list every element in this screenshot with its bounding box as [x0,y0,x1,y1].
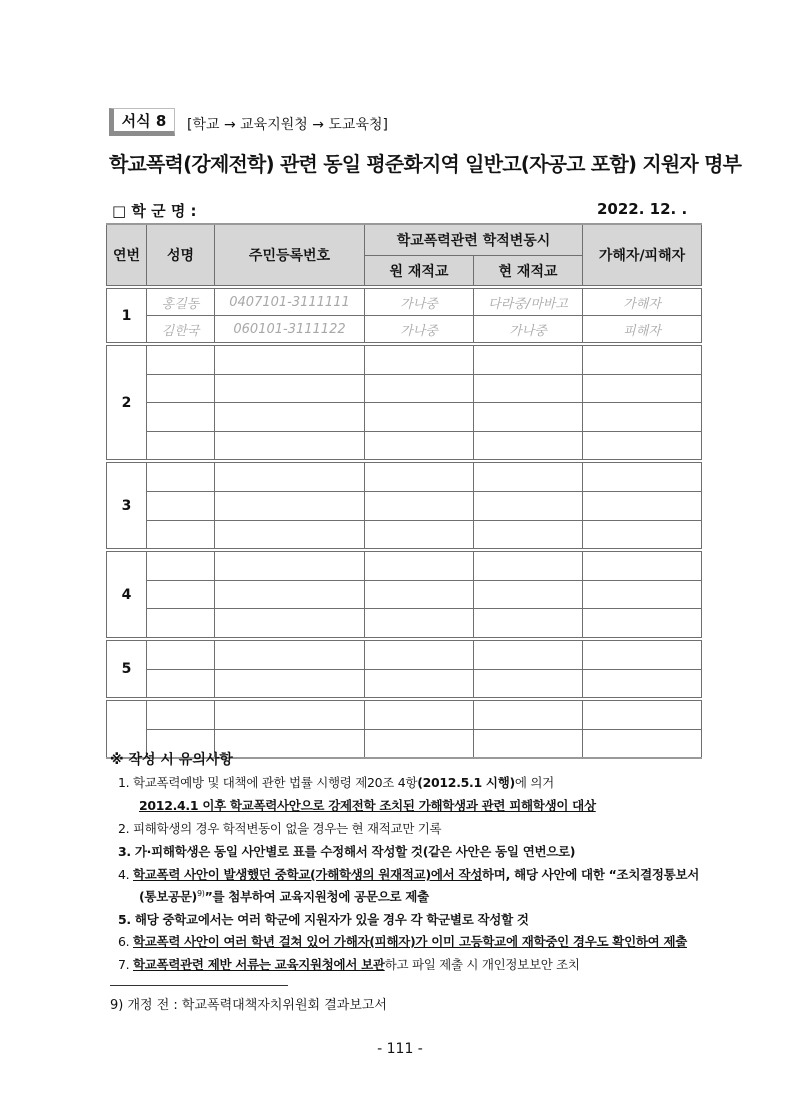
note-4-number: 4. [118,867,133,882]
table-row [107,580,702,609]
footnote-divider [110,985,288,986]
example-name: 홍길동 [147,287,215,316]
role-cell[interactable] [583,609,702,639]
original-school-cell[interactable] [365,491,474,520]
name-cell[interactable] [147,699,215,729]
table-row [107,431,702,461]
note-4-underlined: 학교폭력 사안이 발생했던 중학교(가해학생의 원재적교)에서 작성 [133,867,483,882]
current-school-cell[interactable] [474,639,583,669]
document-date: 2022. 12. . [597,200,688,218]
example-role: 피해자 [583,316,702,345]
note-1-text: 1. 학교폭력예방 및 대책에 관한 법률 시행령 제20조 4항 [118,775,418,790]
footnote-ref: 9) [196,888,205,898]
header-original-school: 원 재적교 [365,256,474,288]
current-school-cell[interactable] [474,403,583,432]
header-rrn: 주민등록번호 [215,224,365,287]
note-1-target [139,796,596,814]
original-school-cell[interactable] [365,699,474,729]
example-original-school: 가나중 [365,316,474,345]
row-number: 2 [107,344,147,461]
current-school-cell[interactable] [474,580,583,609]
note-4 [118,865,699,883]
note-4-doc: (통보공문) [139,889,197,904]
rrn-cell[interactable] [215,461,365,491]
example-current-school: 다라중/마바고 [474,287,583,316]
table-row [107,669,702,699]
note-4-text: 하며, 해당 사안에 대한 “조치결정통보서 [482,867,699,882]
role-cell[interactable] [583,550,702,580]
applicant-roster-table [106,223,702,759]
table-row [107,403,702,432]
current-school-cell[interactable] [474,609,583,639]
header-no: 연번 [107,224,147,287]
current-school-cell[interactable] [474,431,583,461]
example-rrn: 0407101-3111111 [215,287,365,316]
note-1 [118,773,554,791]
rrn-cell[interactable] [215,550,365,580]
original-school-cell[interactable] [365,639,474,669]
note-7-underlined: 학교폭력관련 제반 서류는 교육지원청에서 보관 [133,957,385,972]
example-rrn: 060101-3111122 [215,316,365,345]
header-current-school: 현 재적교 [474,256,583,288]
original-school-cell[interactable] [365,374,474,403]
rrn-cell[interactable] [215,609,365,639]
page-number: - 111 - [377,1041,423,1057]
rrn-cell[interactable] [215,669,365,699]
original-school-cell[interactable] [365,431,474,461]
note-7 [118,955,580,973]
role-cell[interactable] [583,669,702,699]
table-row [107,491,702,520]
note-7-tail: 하고 파일 제출 시 개인정보보안 조치 [384,957,580,972]
rrn-cell[interactable] [215,729,365,758]
current-school-cell[interactable] [474,344,583,374]
note-1-effective: (2012.5.1 시행) [417,775,515,790]
name-cell[interactable] [147,639,215,669]
note-6-number: 6. [118,934,133,949]
name-cell[interactable] [147,580,215,609]
current-school-cell[interactable] [474,461,583,491]
original-school-cell[interactable] [365,669,474,699]
note-3-text: 3. 가·피해학생은 동일 사안별로 표를 수정해서 작성할 것(같은 사안은 동일 연번으로) [118,844,576,859]
table-row [107,316,702,345]
original-school-cell[interactable] [365,520,474,550]
role-cell[interactable] [583,580,702,609]
note-1-target-text: 2012.4.1 이후 학교폭력사안으로 강제전학 조치된 가해학생과 관련 피해학생이 대상 [139,798,596,813]
current-school-cell[interactable] [474,669,583,699]
name-cell[interactable] [147,344,215,374]
current-school-cell[interactable] [474,550,583,580]
rrn-cell[interactable] [215,374,365,403]
name-cell[interactable] [147,431,215,461]
notes-title: ※ 작성 시 유의사항 [110,752,233,768]
row-number: 4 [107,550,147,639]
current-school-cell[interactable] [474,699,583,729]
table-row [107,550,702,580]
note-6 [118,932,687,950]
role-cell[interactable] [583,729,702,758]
table-row [107,344,702,374]
note-5-text: 5. 해당 중학교에서는 여러 학군에 지원자가 있을 경우 각 학군별로 작성할 것 [118,912,529,927]
role-cell[interactable] [583,374,702,403]
example-current-school: 가나중 [474,316,583,345]
rrn-cell[interactable] [215,403,365,432]
original-school-cell[interactable] [365,580,474,609]
role-cell[interactable] [583,461,702,491]
note-5 [118,910,529,928]
rrn-cell[interactable] [215,520,365,550]
row-number: 1 [107,287,147,344]
rrn-cell[interactable] [215,699,365,729]
note-2: 2. 피해학생의 경우 학적변동이 없을 경우는 현 재적교만 기록 [118,821,442,836]
table-row [107,609,702,639]
rrn-cell[interactable] [215,639,365,669]
table-row [107,639,702,669]
school-district-label: □ 학 군 명 : [112,202,197,220]
name-cell[interactable] [147,461,215,491]
note-3 [118,842,575,860]
role-cell[interactable] [583,699,702,729]
current-school-cell[interactable] [474,491,583,520]
role-cell[interactable] [583,639,702,669]
role-cell[interactable] [583,403,702,432]
rrn-cell[interactable] [215,431,365,461]
header-record-change: 학교폭력관련 학적변동시 [365,224,583,256]
name-cell[interactable] [147,374,215,403]
name-cell[interactable] [147,520,215,550]
footnote: 9) 개정 전 : 학교폭력대책자치위원회 결과보고서 [110,998,387,1013]
original-school-cell[interactable] [365,403,474,432]
name-cell[interactable] [147,403,215,432]
name-cell[interactable] [147,550,215,580]
current-school-cell[interactable] [474,374,583,403]
row-number: 3 [107,461,147,550]
role-cell[interactable] [583,520,702,550]
name-cell[interactable] [147,491,215,520]
original-school-cell[interactable] [365,461,474,491]
table-row [107,461,702,491]
current-school-cell[interactable] [474,520,583,550]
example-name: 김한국 [147,316,215,345]
rrn-cell[interactable] [215,580,365,609]
table-row [107,287,702,316]
header-name: 성명 [147,224,215,287]
original-school-cell[interactable] [365,609,474,639]
rrn-cell[interactable] [215,344,365,374]
original-school-cell[interactable] [365,550,474,580]
table-row [107,520,702,550]
role-cell[interactable] [583,431,702,461]
role-cell[interactable] [583,491,702,520]
rrn-cell[interactable] [215,491,365,520]
name-cell[interactable] [147,609,215,639]
note-7-number: 7. [118,957,133,972]
note-4-cont [139,887,429,905]
submission-route: [학교 → 교육지원청 → 도교육청] [187,117,388,133]
note-1-tail: 에 의거 [514,775,554,790]
example-role: 가해자 [583,287,702,316]
note-6-text: 학교폭력 사안이 여러 학년 걸쳐 있어 가해자(피해자)가 이미 고등학교에 재학중인 경우도 확인하여 제출 [133,934,687,949]
original-school-cell[interactable] [365,729,474,758]
current-school-cell[interactable] [474,729,583,758]
role-cell[interactable] [583,344,702,374]
document-title: 학교폭력(강제전학) 관련 동일 평준화지역 일반고(자공고 포함) 지원자 명부 [109,152,742,176]
table-row [107,699,702,729]
header-role: 가해자/피해자 [583,224,702,287]
original-school-cell[interactable] [365,344,474,374]
row-number: 5 [107,639,147,699]
name-cell[interactable] [147,669,215,699]
table-row [107,374,702,403]
note-4-tail: ”를 첨부하여 교육지원청에 공문으로 제출 [204,889,429,904]
example-original-school: 가나중 [365,287,474,316]
form-number-tag: 서식 8 [109,108,175,136]
